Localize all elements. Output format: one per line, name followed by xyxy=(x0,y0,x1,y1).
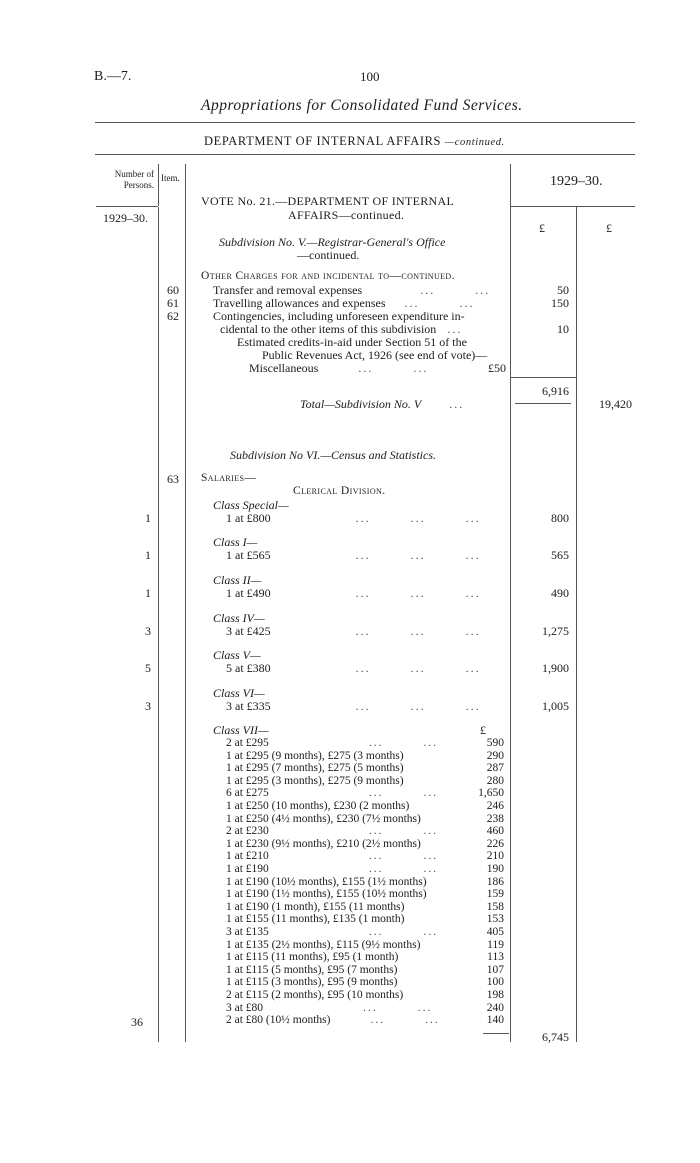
class-amount: 1,275 xyxy=(542,624,569,638)
class-7-row-text: 3 at £80 ... ... xyxy=(226,1002,433,1014)
class-7-currency: £ xyxy=(480,723,486,737)
class-name: Class I— xyxy=(213,535,258,549)
class-amount: 1,900 xyxy=(542,661,569,675)
persons-column-header: Number of Persons. xyxy=(114,169,154,190)
class-7-row-text xyxy=(226,977,397,989)
class-7-row-text: 2 at £80 (10½ months) ... ... xyxy=(226,1014,440,1026)
subdivision-5-title: Subdivision No. V.—Registrar-General's Office xyxy=(219,235,446,249)
credits-line2: Public Revenues Act, 1926 (see end of vote)— xyxy=(262,348,488,362)
class-7-row-amount: 460 xyxy=(486,825,504,837)
class-detail-text: 5 at £380 xyxy=(226,661,271,675)
col-rule-item xyxy=(185,164,186,1042)
class-7-row-label: 1 at £230 (9½ months), £210 (2½ months) xyxy=(226,838,421,850)
class-7-row-amount: 238 xyxy=(486,813,504,825)
document-code: B.—7. xyxy=(94,69,132,84)
class-7-row-label: 1 at £190 (1½ months), £155 (10½ months) xyxy=(226,888,427,900)
department-name: DEPARTMENT OF INTERNAL AFFAIRS xyxy=(204,134,442,148)
class-7-row-amount: 405 xyxy=(486,926,504,938)
amount-head-rule xyxy=(510,206,635,207)
class-name: Class VI— xyxy=(213,686,265,700)
salaries-heading: Salaries— xyxy=(201,472,257,484)
class-7-row-text xyxy=(226,776,404,788)
class-7-row-text xyxy=(226,889,427,901)
item-amount: 10 xyxy=(557,322,569,336)
class-detail-text: 1 at £800 xyxy=(226,511,271,525)
page-number: 100 xyxy=(360,69,380,84)
class-amount: 490 xyxy=(551,586,569,600)
credits-amount: £50 xyxy=(488,361,506,375)
class-7-row-label: 1 at £115 (5 months), £95 (7 months) xyxy=(226,964,398,976)
class-detail: 1 at £565 ... ... ... xyxy=(226,548,481,562)
class-7-row-label: 1 at £115 (3 months), £95 (9 months) xyxy=(226,976,398,988)
item-label: Travelling allowances and expenses xyxy=(213,296,386,310)
class-7-row-amount: 190 xyxy=(486,863,504,875)
class-amount: 1,005 xyxy=(542,699,569,713)
class-7-row-text xyxy=(226,751,404,763)
running-title: Appropriations for Consolidated Fund Services. xyxy=(201,97,523,114)
item-amount: 50 xyxy=(557,283,569,297)
class-amount: 565 xyxy=(551,548,569,562)
class-7-row-label: 2 at £115 (2 months), £95 (10 months) xyxy=(226,989,404,1001)
item-amount: 150 xyxy=(551,296,569,310)
class-7-row-label: 1 at £135 (2½ months), £115 (9½ months) xyxy=(226,939,421,951)
class-7-row-text xyxy=(226,763,404,775)
item-text: Contingencies, including unforeseen expenditure in- xyxy=(213,309,465,323)
class-7-row-amount: 290 xyxy=(486,750,504,762)
class-7-row-text xyxy=(226,952,398,964)
class-7-row-amount: 240 xyxy=(486,1002,504,1014)
class-7-row-amount: 287 xyxy=(486,762,504,774)
class-7-row-text xyxy=(226,990,403,1002)
class-7-row-amount: 198 xyxy=(486,989,504,1001)
credits-label: Miscellaneous xyxy=(249,361,319,375)
table-top-rule xyxy=(95,154,635,155)
class-7-row-label: 1 at £210 xyxy=(226,850,269,862)
class-7-row-label: 3 at £135 xyxy=(226,926,269,938)
class-7-row-text xyxy=(226,839,421,851)
subtotal-rule xyxy=(510,377,576,378)
class-7-row-amount: 140 xyxy=(486,1014,504,1026)
class-7-row-text xyxy=(226,801,409,813)
class-7-row-text xyxy=(226,902,404,914)
class-persons: 1 xyxy=(145,548,151,562)
persons-head-rule xyxy=(96,206,158,207)
class-name: Class II— xyxy=(213,573,262,587)
class-detail: 3 at £425 ... ... ... xyxy=(226,624,481,638)
class-7-row-amount: 1,650 xyxy=(478,787,504,799)
class-name: Class IV— xyxy=(213,611,265,625)
class-persons: 3 xyxy=(145,624,151,638)
class-7-row-label: 2 at £295 xyxy=(226,737,269,749)
class-detail-text: 3 at £335 xyxy=(226,699,271,713)
item-label: cidental to the other items of this subdivision xyxy=(220,322,437,336)
class-7-row-label: 1 at £190 (1 month), £155 (11 months) xyxy=(226,901,405,913)
class-detail: 3 at £335 ... ... ... xyxy=(226,699,481,713)
class-7-row-amount: 113 xyxy=(487,951,504,963)
item-number-63: 63 xyxy=(167,472,179,486)
class-7-row-label: 1 at £250 (10 months), £230 (2 months) xyxy=(226,800,410,812)
subtotal-underline xyxy=(515,403,571,404)
item-text: Transfer and removal expenses ... ... xyxy=(213,283,491,297)
class-7-row-amount: 159 xyxy=(486,888,504,900)
vote-title: VOTE No. 21.—DEPARTMENT OF INTERNAL xyxy=(201,194,455,208)
class-7-row-text: 2 at £295 ... ... xyxy=(226,737,439,749)
class-7-persons: 36 xyxy=(131,1015,143,1029)
currency-col2: £ xyxy=(606,221,612,235)
col-rule-persons-head xyxy=(158,164,159,206)
class-7-row-label: 1 at £295 (3 months), £275 (9 months) xyxy=(226,775,404,787)
class-7-row-text xyxy=(226,877,427,889)
class-7-row-amount: 119 xyxy=(487,939,504,951)
class-7-row-amount: 590 xyxy=(486,737,504,749)
amount-year: 1929–30. xyxy=(550,174,603,189)
item-label: Transfer and removal expenses xyxy=(213,283,363,297)
class-persons: 1 xyxy=(145,511,151,525)
total-label: Total—Subdivision No. V ... xyxy=(300,397,465,411)
class-7-row-amount: 226 xyxy=(486,838,504,850)
item-text: Travelling allowances and expenses ... ... xyxy=(213,296,475,310)
item-column-header: Item. xyxy=(161,173,180,183)
class-7-row-text: 1 at £210 ... ... xyxy=(226,850,439,862)
credits-line3: Miscellaneous ... ... xyxy=(249,361,429,375)
col-rule-amount2 xyxy=(576,207,577,1042)
class-7-row-label: 1 at £190 xyxy=(226,863,269,875)
department-suffix: —continued. xyxy=(444,137,505,148)
item-number: 60 xyxy=(167,283,179,297)
class-detail: 1 at £800 ... ... ... xyxy=(226,511,481,525)
subdivision-5-total: 19,420 xyxy=(599,397,632,411)
item-text-cont: cidental to the other items of this subdivision ... xyxy=(220,322,463,336)
class-7-row-text: 1 at £190 ... ... xyxy=(226,863,439,875)
header-rule xyxy=(95,122,635,123)
subdivision-6-title: Subdivision No VI.—Census and Statistics. xyxy=(230,448,437,462)
class-7-row-text: 3 at £135 ... ... xyxy=(226,926,439,938)
class-7-row-label: 1 at £295 (9 months), £275 (3 months) xyxy=(226,750,404,762)
subdivision-5-title-cont: —continued. xyxy=(297,248,360,262)
vote-title-cont: AFFAIRS—continued. xyxy=(288,208,405,222)
class-7-row-text xyxy=(226,965,397,977)
class-7-row-text: 6 at £275 ... ... xyxy=(226,787,439,799)
other-charges-heading: Other Charges for and incidental to—continued. xyxy=(201,270,455,282)
class-detail: 5 at £380 ... ... ... xyxy=(226,661,481,675)
class-detail-text: 1 at £490 xyxy=(226,586,271,600)
class-7-total: 6,745 xyxy=(542,1030,569,1044)
subdivision-5-subtotal: 6,916 xyxy=(542,384,569,398)
class-7-row-amount: 100 xyxy=(486,976,504,988)
class-7-name: Class VII— xyxy=(213,723,269,737)
class-7-row-amount: 280 xyxy=(486,775,504,787)
class-7-row-amount: 210 xyxy=(486,850,504,862)
class-persons: 5 xyxy=(145,661,151,675)
class-7-row-text xyxy=(226,914,404,926)
clerical-division-heading: Clerical Division. xyxy=(293,485,386,497)
class-7-row-amount: 107 xyxy=(486,964,504,976)
class-7-row-label: 1 at £250 (4½ months), £230 (7½ months) xyxy=(226,813,421,825)
item-number: 61 xyxy=(167,296,179,310)
class-name: Class V— xyxy=(213,648,261,662)
class-7-row-text xyxy=(226,940,420,952)
class-detail-text: 1 at £565 xyxy=(226,548,271,562)
class-7-row-label: 1 at £295 (7 months), £275 (5 months) xyxy=(226,762,404,774)
col-rule-persons xyxy=(158,207,159,1042)
class-7-row-label: 2 at £80 (10½ months) xyxy=(226,1014,331,1026)
class-7-row-text xyxy=(226,814,421,826)
class-7-row-amount: 246 xyxy=(486,800,504,812)
class-7-row-text: 2 at £230 ... ... xyxy=(226,825,439,837)
item-number: 62 xyxy=(167,309,179,323)
currency-col1: £ xyxy=(539,221,545,235)
class-7-row-label: 3 at £80 xyxy=(226,1002,264,1014)
class-7-row-label: 6 at £275 xyxy=(226,787,269,799)
col-rule-amount1 xyxy=(510,164,511,1042)
class-7-row-amount: 158 xyxy=(486,901,504,913)
class-detail-text: 3 at £425 xyxy=(226,624,271,638)
class-persons: 1 xyxy=(145,586,151,600)
class-7-row-label: 1 at £190 (10½ months), £155 (1½ months) xyxy=(226,876,427,888)
class-7-row-amount: 186 xyxy=(486,876,504,888)
class-7-row-amount: 153 xyxy=(486,913,504,925)
persons-year: 1929–30. xyxy=(103,211,148,225)
class-amount: 800 xyxy=(551,511,569,525)
class-7-row-label: 1 at £115 (11 months), £95 (1 month) xyxy=(226,951,399,963)
class-persons: 3 xyxy=(145,699,151,713)
class-name: Class Special— xyxy=(213,498,289,512)
credits-line1: Estimated credits-in-aid under Section 51 of the xyxy=(237,335,467,349)
class-7-row-label: 1 at £155 (11 months), £135 (1 month) xyxy=(226,913,405,925)
department-heading xyxy=(204,135,505,149)
class-detail: 1 at £490 ... ... ... xyxy=(226,586,481,600)
class-7-total-rule xyxy=(483,1033,509,1034)
class-7-row-label: 2 at £230 xyxy=(226,825,269,837)
total-label-text: Total—Subdivision No. V xyxy=(300,397,422,411)
